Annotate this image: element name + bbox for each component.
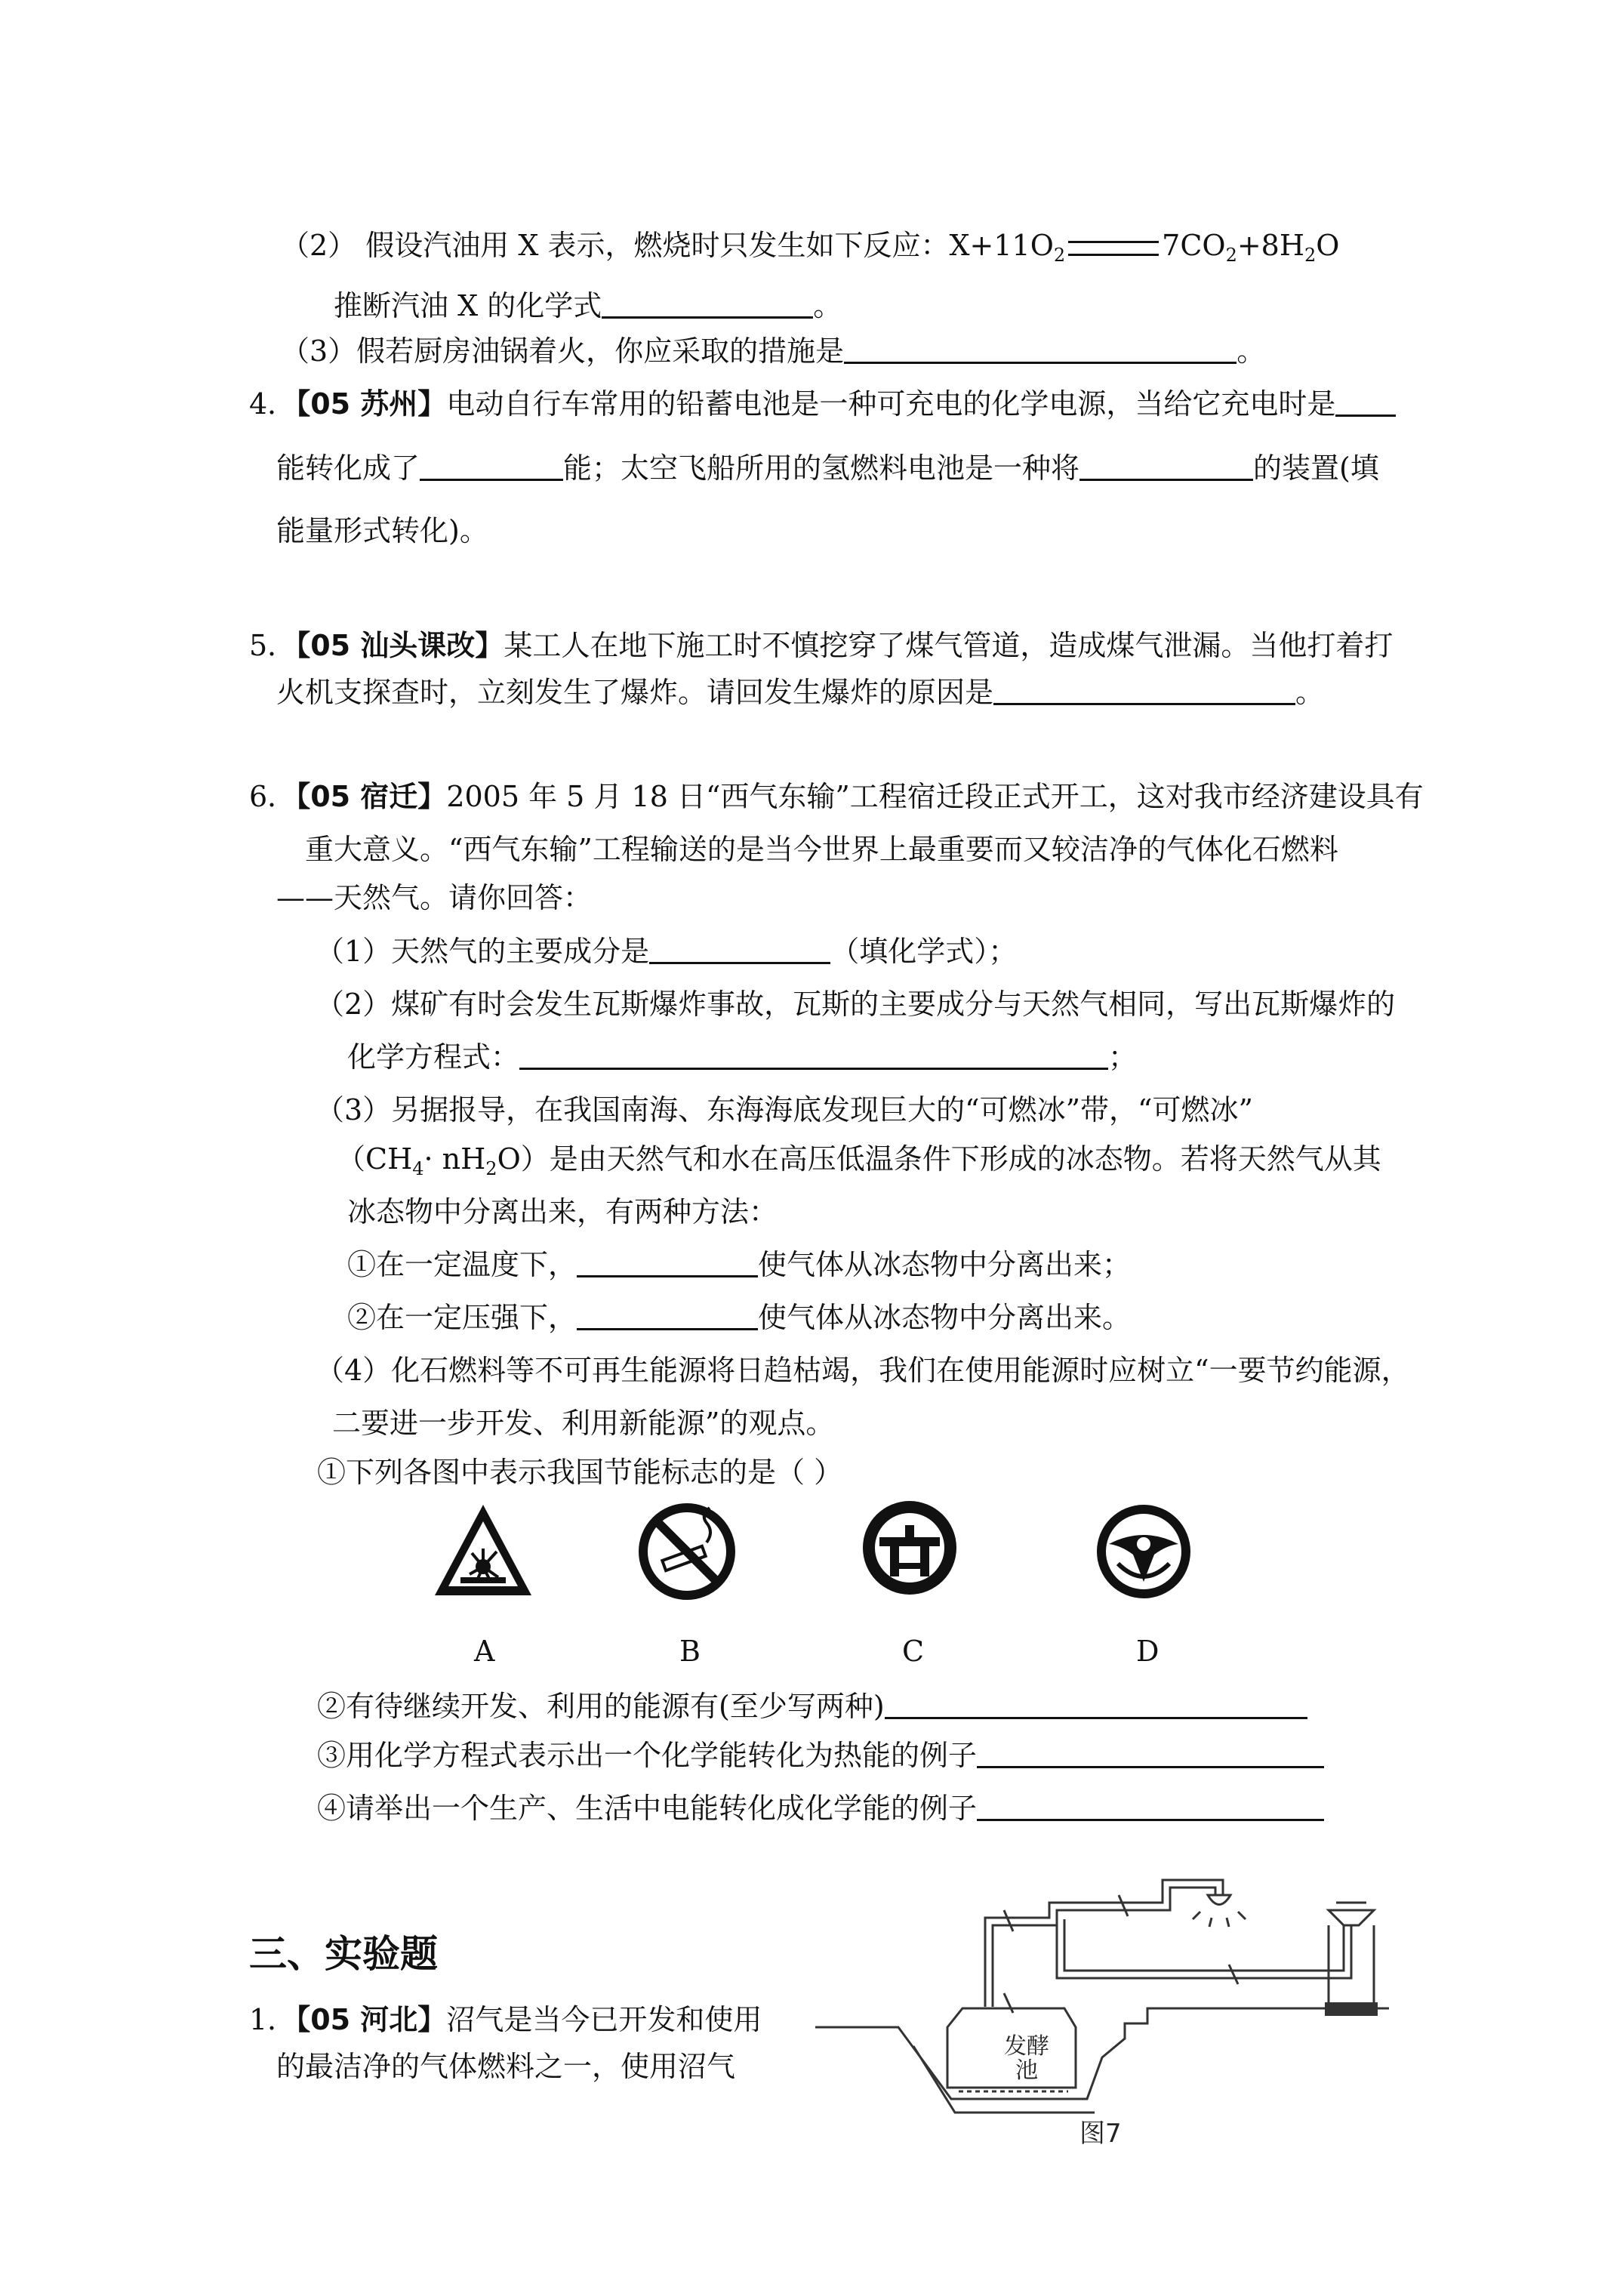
answer-blank[interactable] [993,674,1295,705]
answer-blank[interactable] [577,1247,758,1277]
q5-line2 [276,673,1324,711]
q4-text: 能转化成了 [276,451,420,485]
q6-text: · nH [423,1142,486,1176]
question-tag: 【05 河北】 [296,2003,447,2036]
answer-blank[interactable] [1335,386,1396,417]
period: 。 [1295,676,1325,709]
q6-line2 [305,831,1338,868]
figure-caption: 图7 [1079,2119,1122,2149]
q3-part2-line2 [334,287,842,325]
answer-blank[interactable] [844,333,1236,364]
q4-text: 电动自行车常用的铅蓄电池是一种可充电的化学电源，当给它充电时是 [446,387,1336,421]
q6-text: （CH [337,1142,413,1176]
q6-p4-q3 [317,1737,1324,1774]
q6-text: ③用化学方程式表示出一个化学能转化为热能的例子 [317,1739,978,1772]
q6-text: （1）天然气的主要成分是 [316,935,650,968]
no-smoking-icon[interactable] [634,1499,740,1604]
q6-p3-line3 [347,1193,778,1231]
question-number: 5． [249,629,297,662]
s3-q1-line1 [249,2001,762,2039]
answer-blank[interactable] [977,1737,1324,1768]
s3-q1-text: 的最洁净的气体燃料之一，使用沼气 [276,2050,736,2083]
q6-text: （填化学式）； [830,935,1018,968]
q6-p3-method1 [347,1246,1131,1284]
q5-text: 火机支探查时，立刻发生了爆炸。请回发生爆炸的原因是 [276,676,994,709]
q6-p2-line2 [347,1038,1137,1076]
q6-p4-line1 [316,1351,1410,1389]
answer-blank[interactable] [420,450,563,481]
q6-p2-line1 [316,985,1395,1023]
option-label-d: D [1136,1635,1160,1668]
answer-blank[interactable] [602,288,813,319]
q6-p1 [316,932,1017,970]
q6-p3-line1 [316,1091,1253,1129]
h2o-subscript: 2 [1304,245,1317,266]
q3-part3 [281,332,1265,370]
q4-text: 的装置(填 [1253,451,1379,485]
q6-text: 二要进一步开发、利用新能源”的观点。 [332,1407,835,1440]
q3-part2 [281,227,1339,274]
q6-text: ①下列各图中表示我国节能标志的是（ ） [317,1456,843,1489]
q3-formula-prompt: 推断汽油 X 的化学式 [334,289,602,322]
biogas-system-diagram [800,1872,1404,2159]
answer-blank[interactable] [977,1790,1324,1821]
q6-text: 冰态物中分离出来，有两种方法： [347,1195,778,1228]
tank-label: 发酵 [1004,2033,1049,2060]
tank-label: 池 [1015,2057,1038,2084]
q3-product-o: O [1316,229,1340,262]
q6-text: 使气体从冰态物中分离出来； [758,1248,1132,1281]
q6-text: ①在一定温度下， [347,1248,577,1281]
section-heading: 三、实验题 [249,1932,438,1976]
q6-text: ； [1108,1040,1138,1074]
o2-subscript: 2 [1053,245,1066,266]
q6-text: ②有待继续开发、利用的能源有(至少写两种) [317,1690,885,1723]
question-tag: 【05 汕头课改】 [296,629,504,662]
q4-line3 [276,512,488,550]
q6-text: 化学方程式： [347,1040,520,1074]
s3-q1-line2 [276,2048,735,2085]
q6-line3 [276,879,592,917]
q6-p3-line2 [337,1140,1381,1188]
stove-base [1325,2002,1378,2016]
answer-blank[interactable] [1079,450,1253,481]
q6-text: 重大意义。“西气东输”工程输送的是当今世界上最重要而又较洁净的气体化石燃料 [305,833,1338,866]
water-saving-logo-icon[interactable] [857,1495,962,1601]
q3-part3-text: （3）假若厨房油锅着火，你应采取的措施是 [281,334,845,368]
q6-text: （3）另据报导，在我国南海、东海海底发现巨大的“可燃冰”带，“可燃冰” [316,1093,1253,1126]
q6-text: （4）化石燃料等不可再生能源将日趋枯竭，我们在使用能源时应树立“一要节约能源， [316,1354,1410,1387]
q5-line1 [249,627,1393,664]
explosive-warning-icon[interactable] [430,1499,536,1604]
option-label-b: B [679,1635,701,1668]
q6-p4-q4 [317,1789,1324,1827]
q4-text: 能；太空飞船所用的氢燃料电池是一种将 [563,451,1080,485]
option-label-c: C [902,1635,925,1668]
question-number: 1． [249,2003,297,2036]
co2-subscript: 2 [1225,245,1237,266]
q4-text: 能量形式转化)。 [276,514,488,547]
q6-text: 2005 年 5 月 18 日“西气东输”工程宿迁段正式开工，这对我市经济建设具有 [446,780,1424,813]
period: 。 [813,289,842,322]
question-number: 4． [249,387,297,421]
q5-text: 某工人在地下施工时不慎挖穿了煤气管道，造成煤气泄漏。当他打着打 [504,629,1394,662]
q4-line2 [276,449,1379,487]
q6-line1 [249,778,1424,815]
q6-text: ④请举出一个生产、生活中电能转化成化学能的例子 [317,1792,978,1825]
h2o-subscript: 2 [485,1158,497,1179]
period: 。 [1236,334,1266,368]
question-tag: 【05 苏州】 [296,387,447,421]
q3-part2-text: （2） 假设汽油用 X 表示，燃烧时只发生如下反应：X+11O [281,229,1054,262]
q4-line1 [249,385,1396,423]
reaction-arrow [1068,241,1159,256]
ch4-subscript: 4 [412,1158,424,1179]
answer-blank[interactable] [649,933,830,964]
answer-blank[interactable] [577,1299,758,1330]
q6-text: ②在一定压强下， [347,1301,577,1334]
question-tag: 【05 宿迁】 [296,780,447,813]
q6-p4-line2 [332,1404,834,1442]
q6-text: O）是由天然气和水在高压低温条件下形成的冰态物。若将天然气从其 [497,1142,1381,1176]
energy-saving-logo-icon[interactable] [1091,1499,1196,1604]
q6-p4-q1 [317,1453,842,1491]
q6-p4-q2 [317,1687,1307,1725]
question-number: 6． [249,780,297,813]
answer-blank[interactable] [519,1039,1108,1070]
q6-text: ——天然气。请你回答： [276,881,593,914]
q3-product-co2: 7CO [1162,229,1226,262]
q6-text: 使气体从冰态物中分离出来。 [758,1301,1132,1334]
answer-blank[interactable] [885,1688,1307,1719]
q3-product-h2o: +8H [1236,229,1304,262]
q6-p3-method2 [347,1299,1131,1336]
option-label-a: A [474,1635,495,1668]
q6-text: （2）煤矿有时会发生瓦斯爆炸事故，瓦斯的主要成分与天然气相同，写出瓦斯爆炸的 [316,988,1396,1021]
s3-q1-text: 沼气是当今已开发和使用 [446,2003,762,2036]
